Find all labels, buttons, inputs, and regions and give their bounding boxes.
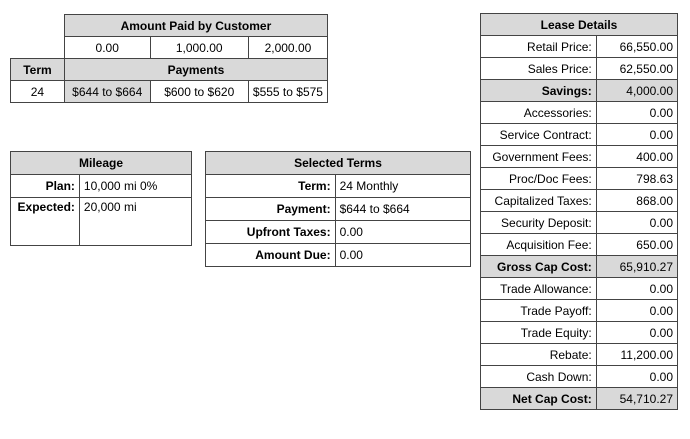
upfront-taxes-label: Upfront Taxes: [206, 221, 336, 244]
lease-details-title: Lease Details [481, 14, 678, 36]
net-cap-cost-label: Net Cap Cost: [481, 388, 597, 410]
upfront-taxes-value: 0.00 [335, 221, 470, 244]
cash-down-label: Cash Down: [481, 366, 597, 388]
accessories-label: Accessories: [481, 102, 597, 124]
selected-terms-table [205, 151, 471, 267]
savings-label: Savings: [481, 80, 597, 102]
trade-payoff-value: 0.00 [596, 300, 677, 322]
payments-table [10, 14, 328, 103]
capitalized-taxes-label: Capitalized Taxes: [481, 190, 597, 212]
payment-range-cell: $644 to $664 [64, 81, 150, 103]
payment-value: $644 to $664 [335, 198, 470, 221]
accessories-value: 0.00 [596, 102, 677, 124]
amount-cell: 2,000.00 [248, 37, 327, 59]
trade-equity-label: Trade Equity: [481, 322, 597, 344]
plan-value: 10,000 mi 0% [79, 175, 191, 198]
sales-price-value: 62,550.00 [596, 58, 677, 80]
savings-value: 4,000.00 [596, 80, 677, 102]
sales-price-label: Sales Price: [481, 58, 597, 80]
plan-label: Plan: [11, 175, 80, 198]
trade-payoff-label: Trade Payoff: [481, 300, 597, 322]
service-contract-value: 0.00 [596, 124, 677, 146]
gross-cap-cost-value: 65,910.27 [596, 256, 677, 278]
cash-down-value: 0.00 [596, 366, 677, 388]
amount-cell: 0.00 [64, 37, 150, 59]
net-cap-cost-value: 54,710.27 [596, 388, 677, 410]
retail-price-label: Retail Price: [481, 36, 597, 58]
expected-value: 20,000 mi [79, 198, 191, 246]
amount-cell: 1,000.00 [150, 37, 248, 59]
proc-doc-fees-label: Proc/Doc Fees: [481, 168, 597, 190]
term-value: 24 Monthly [335, 175, 470, 198]
acquisition-fee-value: 650.00 [596, 234, 677, 256]
government-fees-label: Government Fees: [481, 146, 597, 168]
selected-terms-title: Selected Terms [206, 152, 471, 175]
trade-equity-value: 0.00 [596, 322, 677, 344]
term-label: Term: [206, 175, 336, 198]
expected-label: Expected: [11, 198, 80, 246]
service-contract-label: Service Contract: [481, 124, 597, 146]
amount-due-label: Amount Due: [206, 244, 336, 267]
mileage-title: Mileage [11, 152, 192, 175]
government-fees-value: 400.00 [596, 146, 677, 168]
payment-range-cell: $555 to $575 [248, 81, 327, 103]
security-deposit-label: Security Deposit: [481, 212, 597, 234]
empty-corner [11, 37, 65, 59]
term-header: Term [11, 59, 65, 81]
gross-cap-cost-label: Gross Cap Cost: [481, 256, 597, 278]
payments-header: Payments [64, 59, 327, 81]
security-deposit-value: 0.00 [596, 212, 677, 234]
lease-details-table [480, 13, 678, 410]
retail-price-value: 66,550.00 [596, 36, 677, 58]
empty-corner [11, 15, 65, 37]
capitalized-taxes-value: 868.00 [596, 190, 677, 212]
trade-allowance-value: 0.00 [596, 278, 677, 300]
acquisition-fee-label: Acquisition Fee: [481, 234, 597, 256]
mileage-table [10, 151, 192, 246]
term-cell: 24 [11, 81, 65, 103]
payment-label: Payment: [206, 198, 336, 221]
payment-range-cell: $600 to $620 [150, 81, 248, 103]
amount-paid-header: Amount Paid by Customer [64, 15, 327, 37]
amount-due-value: 0.00 [335, 244, 470, 267]
rebate-value: 11,200.00 [596, 344, 677, 366]
proc-doc-fees-value: 798.63 [596, 168, 677, 190]
trade-allowance-label: Trade Allowance: [481, 278, 597, 300]
rebate-label: Rebate: [481, 344, 597, 366]
